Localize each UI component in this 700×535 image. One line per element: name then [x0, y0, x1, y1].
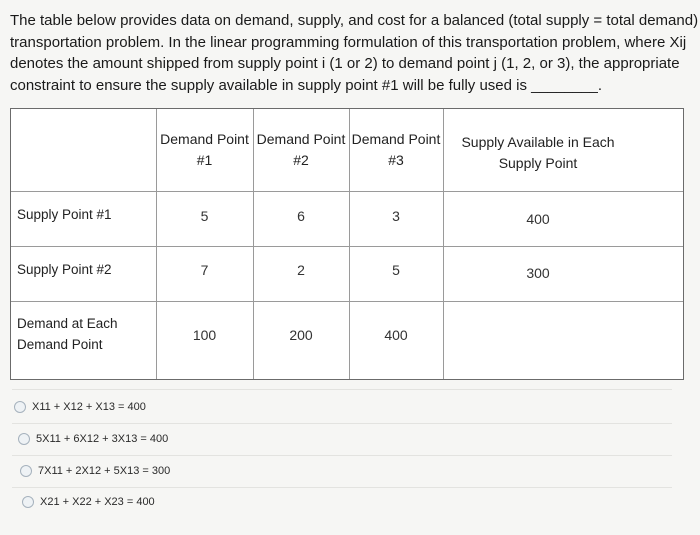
question-line: constraint to ensure the supply available in supply point #1 will be fully used is ________. [10, 76, 603, 94]
radio-button[interactable] [22, 496, 34, 508]
cell-value: 5 [200, 208, 209, 224]
cell-value: 7 [200, 262, 209, 278]
cell-value: 400 [526, 211, 550, 227]
header-supply-available: Supply Available in Each Supply Point [461, 134, 615, 171]
radio-button[interactable] [18, 433, 30, 445]
cell-value: 6 [297, 208, 305, 224]
option-d[interactable] [22, 496, 155, 508]
row-label-supply-point-2: Supply Point #2 [17, 262, 112, 277]
header-demand-point-1: Demand Point #1 [160, 131, 249, 168]
option-a[interactable] [14, 401, 146, 413]
option-b[interactable] [18, 433, 168, 445]
cell-value: 300 [526, 265, 550, 281]
option-label: 7X11 + 2X12 + 5X13 = 300 [38, 465, 171, 477]
row-label-demand: Demand at Each Demand Point [17, 316, 118, 352]
radio-button[interactable] [14, 401, 26, 413]
option-label: 5X11 + 6X12 + 3X13 = 400 [36, 433, 169, 445]
cell-value: 200 [289, 327, 313, 343]
transportation-table [10, 108, 684, 380]
question-line: denotes the amount shipped from supply point i (1 or 2) to demand point j (1, 2, or 3), the appropriate [10, 55, 680, 72]
cell-value: 100 [192, 327, 217, 343]
cell-value: 2 [297, 262, 305, 278]
option-label: X11 + X12 + X13 = 400 [32, 401, 146, 413]
header-demand-point-2: Demand Point #2 [256, 131, 346, 168]
row-label-supply-point-1: Supply Point #1 [17, 207, 112, 222]
cell-value: 400 [384, 327, 408, 343]
question-text [10, 10, 699, 96]
radio-button[interactable] [20, 465, 32, 477]
header-demand-point-3: Demand Point #3 [351, 131, 441, 168]
option-c[interactable] [20, 465, 170, 477]
option-label: X21 + X22 + X23 = 400 [40, 496, 155, 508]
question-line: The table below provides data on demand, supply, and cost for a balanced (total supply = total demand) [10, 12, 699, 29]
cell-value: 3 [392, 208, 400, 224]
cell-value: 5 [392, 262, 400, 278]
question-line: transportation problem. In the linear programming formulation of this transportation problem, where Xij [10, 33, 687, 51]
